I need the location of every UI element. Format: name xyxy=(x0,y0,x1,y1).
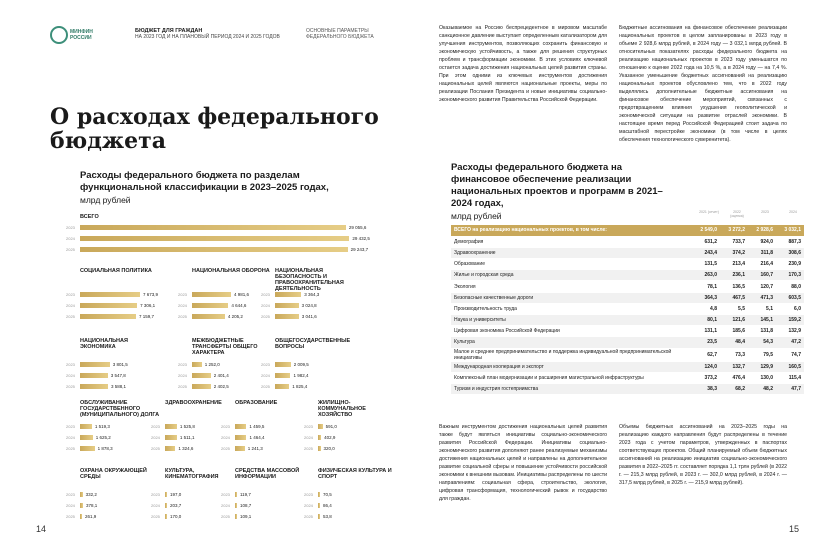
bar-value xyxy=(192,362,202,367)
row-label: Международная кооперация и экспорт xyxy=(451,361,692,372)
value-label: 29 055,6 xyxy=(348,225,367,230)
cell-value: 38,3 xyxy=(692,383,720,394)
value-label: 70,5 xyxy=(323,492,332,497)
table-row xyxy=(451,372,804,383)
year-label: 2024 xyxy=(151,435,160,440)
bar-value xyxy=(275,292,301,297)
bar-value xyxy=(192,292,231,297)
value-label: 4 981,6 xyxy=(233,292,249,297)
bar-value xyxy=(275,373,290,378)
table-row xyxy=(451,315,804,326)
cell-value: 733,7 xyxy=(720,236,748,247)
cell-value: 185,6 xyxy=(720,326,748,337)
value-label: 2 402,5 xyxy=(213,384,229,389)
value-label: 53,8 xyxy=(323,514,332,519)
value-label: 7 159,7 xyxy=(138,314,154,319)
value-label: 119,7 xyxy=(240,492,251,497)
chart-unit: млрд рублей xyxy=(80,195,131,205)
bar-value xyxy=(80,303,137,308)
row-label: Малое и среднее предпринимательство и поддержка индивидуальной предпринимательской инициативы xyxy=(451,348,692,361)
bar-value xyxy=(165,492,167,497)
row-label: Комплексный план модернизации и расширения магистральной инфраструктуры xyxy=(451,372,692,383)
value-label: 86,4 xyxy=(323,503,332,508)
value-label: 1 511,1 xyxy=(179,435,195,440)
year-label: 2025 xyxy=(221,514,230,519)
bar-value xyxy=(80,384,108,389)
value-label: 378,1 xyxy=(85,503,98,508)
bar-value xyxy=(80,373,108,378)
logo-text: МИНФИН РОССИИ xyxy=(70,29,93,41)
year-label: 2024 xyxy=(304,435,313,440)
page-number-right: 15 xyxy=(789,524,800,534)
value-label: 1 324,6 xyxy=(178,446,194,451)
year-label: 2024 xyxy=(221,503,230,508)
year-label: 2024 xyxy=(261,373,270,378)
cell-value: 131,1 xyxy=(692,326,720,337)
bar-value xyxy=(80,503,83,508)
bar-value xyxy=(80,424,92,429)
page-number-left: 14 xyxy=(36,524,47,534)
row-label: Экология xyxy=(451,281,692,292)
year-label: 2023 xyxy=(261,292,270,297)
emblem-icon xyxy=(50,26,68,44)
group-label: НАЦИОНАЛЬНАЯ ЭКОНОМИКА xyxy=(80,338,128,350)
table-row xyxy=(451,270,804,281)
value-label: 7 306,1 xyxy=(140,303,156,308)
cell-value: 130,0 xyxy=(748,372,776,383)
year-label: 2025 xyxy=(151,446,160,451)
year-label: 2025 xyxy=(178,384,187,389)
cell-value: 131,5 xyxy=(692,259,720,270)
value-label: 197,0 xyxy=(170,492,182,497)
table-title xyxy=(451,162,681,223)
year-label: 2023 xyxy=(151,424,160,429)
value-label: 1 241,3 xyxy=(247,446,263,451)
value-label: 3 364,3 xyxy=(304,292,320,297)
cell-value: 230,9 xyxy=(776,259,804,270)
table-row xyxy=(451,348,804,361)
bar-value xyxy=(235,514,237,519)
table-column-header: 2024 xyxy=(789,210,797,214)
cell-value: 263,0 xyxy=(692,270,720,281)
year-label: 2024 xyxy=(66,303,75,308)
group-label: ОБЩЕГОСУДАРСТВЕННЫЕ ВОПРОСЫ xyxy=(275,338,351,350)
bar-value xyxy=(275,303,299,308)
header-title xyxy=(135,28,295,40)
value-label: 108,7 xyxy=(240,503,252,508)
cell-value: 364,3 xyxy=(692,292,720,303)
value-label: 332,2 xyxy=(85,492,97,497)
year-label: 2025 xyxy=(66,314,75,319)
group-label: ЖИЛИЩНО-КОММУНАЛЬНОЕ ХОЗЯЙСТВО xyxy=(318,400,366,418)
value-label: 7 673,9 xyxy=(143,292,159,297)
group-label: СОЦИАЛЬНАЯ ПОЛИТИКА xyxy=(80,268,152,274)
bar-value xyxy=(80,492,83,497)
year-label: 2025 xyxy=(66,514,75,519)
cell-value: 79,5 xyxy=(748,348,776,361)
bar-value xyxy=(318,446,321,451)
table-row-total xyxy=(451,225,804,236)
year-label: 2025 xyxy=(178,314,187,319)
value-label: 3 547,8 xyxy=(110,373,126,378)
bar-value xyxy=(235,446,245,451)
group-label: МЕЖБЮДЖЕТНЫЕ ТРАНСФЕРТЫ ОБЩЕГО ХАРАКТЕРА xyxy=(192,338,258,356)
cell-value: 471,3 xyxy=(748,292,776,303)
year-label: 2023 xyxy=(151,492,160,497)
year-label: 2025 xyxy=(66,446,75,451)
cell-value: 3 272,2 xyxy=(720,225,748,236)
row-label: Демография xyxy=(451,236,692,247)
cell-value: 136,5 xyxy=(720,281,748,292)
group-label: ОБСЛУЖИВАНИЕ ГОСУДАРСТВЕННОГО (МУНИЦИПАЛЬНОГО) ДОЛГА xyxy=(80,400,160,418)
paragraph-volumes: Объемы бюджетных ассигнований на 2023–2025 годы на реализацию каждого направления будут распределены в течение 2023 года с учетом параметров, утвержденных в паспортах соответствующих проектов. Общий планируемый объем бюджетных ассигнований на реализацию инициатив социально-экономического развития в 2022–2025 гг. составляет порядка 1,1 трлн рублей (в 2022 г. — 215,3 млрд рублей, в 2023 г. — 302,0 млрд рублей, в 2024 г. — 317,5 млрд рублей, в 2025 г. — 215,9 млрд рублей). xyxy=(619,424,787,486)
value-label: 1 525,8 xyxy=(179,424,195,429)
cell-value: 47,2 xyxy=(776,337,804,348)
bar-total xyxy=(80,225,346,230)
cell-value: 311,8 xyxy=(748,247,776,258)
table-row xyxy=(451,326,804,337)
value-label: 591,0 xyxy=(325,424,337,429)
year-label: 2023 xyxy=(261,362,270,367)
paragraph-initiatives: Важным инструментом достижения национальных целей развития также будут являться инициативы социально-экономического развития Российской Федерации. Инициативы социально-экономического развития дополняют ранее реализуемые механизмы достижения национальных целей и направлены на дополнительное развитие социальной сферы и повышение устойчивости российской экономики к внешним вызовам. Инициативы распределены по шести направлениям: социальная сфера, строительство, экология, цифровая трансформация, технологический рывок и государство для граждан. xyxy=(439,424,607,502)
table-column-header: 2023 xyxy=(761,210,769,214)
bar-value xyxy=(80,362,110,367)
cell-value: 73,3 xyxy=(720,348,748,361)
table-row xyxy=(451,281,804,292)
year-label: 2025 xyxy=(304,514,313,519)
table-row xyxy=(451,247,804,258)
value-label: 4 205,2 xyxy=(227,314,243,319)
row-label: Культура xyxy=(451,337,692,348)
cell-value: 5,1 xyxy=(748,303,776,314)
group-label: ОБРАЗОВАНИЕ xyxy=(235,400,278,406)
value-label: 1 519,3 xyxy=(94,424,110,429)
value-label: 320,0 xyxy=(323,446,335,451)
bar-value xyxy=(235,503,237,508)
group-label: СРЕДСТВА МАССОВОЙ ИНФОРМАЦИИ xyxy=(235,468,300,480)
value-label: 3 041,6 xyxy=(301,314,317,319)
value-label: 1 878,3 xyxy=(97,446,113,451)
cell-value: 4,8 xyxy=(692,303,720,314)
bar-total xyxy=(80,236,349,241)
cell-value: 2 928,6 xyxy=(748,225,776,236)
row-label: Безопасные качественные дороги xyxy=(451,292,692,303)
bar-value xyxy=(80,446,95,451)
row-label: ВСЕГО на реализацию национальных проектов, в том числе: xyxy=(451,225,692,236)
chart-title-text: Расходы федерального бюджета по разделам функциональной классификации в 2023–2025 годах, xyxy=(80,170,329,193)
cell-value: 80,1 xyxy=(692,315,720,326)
value-label: 1 464,4 xyxy=(249,435,265,440)
table-row xyxy=(451,259,804,270)
cell-value: 68,2 xyxy=(720,383,748,394)
cell-value: 23,5 xyxy=(692,337,720,348)
bar-value xyxy=(275,384,289,389)
table-title-text: Расходы федерального бюджета на финансовое обеспечение реализации национальных проектов и программ в 2021–2024 годах, xyxy=(451,162,663,209)
bar-value xyxy=(318,424,323,429)
year-label: 2023 xyxy=(66,492,75,497)
year-label: 2025 xyxy=(261,384,270,389)
year-label: 2023 xyxy=(304,492,313,497)
bar-value xyxy=(80,292,140,297)
cell-value: 924,0 xyxy=(748,236,776,247)
bar-value xyxy=(165,424,177,429)
group-label: НАЦИОНАЛЬНАЯ ОБОРОНА xyxy=(192,268,270,274)
cell-value: 603,5 xyxy=(776,292,804,303)
cell-value: 129,9 xyxy=(748,361,776,372)
year-label: 2025 xyxy=(261,314,270,319)
bar-value xyxy=(235,435,246,440)
value-label: 29 432,5 xyxy=(352,236,370,241)
cell-value: 631,2 xyxy=(692,236,720,247)
value-label: 3 801,5 xyxy=(112,362,128,367)
bar-total xyxy=(80,247,348,252)
cell-value: 887,3 xyxy=(776,236,804,247)
bar-value xyxy=(235,492,237,497)
year-label: 2024 xyxy=(66,373,75,378)
cell-value: 62,7 xyxy=(692,348,720,361)
bar-value xyxy=(80,314,136,319)
row-label: Жилье и городская среда xyxy=(451,270,692,281)
year-label: 2024 xyxy=(66,236,75,241)
table-row xyxy=(451,383,804,394)
year-label: 2024 xyxy=(178,303,187,308)
row-label: Туризм и индустрия гостеприимства xyxy=(451,383,692,394)
bar-value xyxy=(165,514,167,519)
bar-value xyxy=(165,446,175,451)
year-label: 2023 xyxy=(221,492,230,497)
value-label: 1 252,0 xyxy=(204,362,220,367)
cell-value: 373,2 xyxy=(692,372,720,383)
bar-value xyxy=(192,373,211,378)
year-label: 2023 xyxy=(66,225,75,230)
bar-value xyxy=(165,435,177,440)
bar-value xyxy=(192,384,211,389)
cell-value: 476,4 xyxy=(720,372,748,383)
row-label: Здравоохранение xyxy=(451,247,692,258)
cell-value: 213,4 xyxy=(720,259,748,270)
table-unit: млрд рублей xyxy=(451,211,502,221)
table-row xyxy=(451,292,804,303)
bar-value xyxy=(192,303,228,308)
year-label: 2025 xyxy=(304,446,313,451)
bar-value xyxy=(318,503,320,508)
cell-value: 2 549,0 xyxy=(692,225,720,236)
value-label: 3 024,8 xyxy=(301,303,317,308)
table-column-header: 2022 (оценка) xyxy=(730,210,744,218)
bar-value xyxy=(318,435,321,440)
year-label: 2025 xyxy=(151,514,160,519)
cell-value: 159,2 xyxy=(776,315,804,326)
bar-value xyxy=(275,362,291,367)
bar-value xyxy=(318,492,320,497)
row-label: Наука и университеты xyxy=(451,315,692,326)
right-page xyxy=(417,0,834,555)
cell-value: 374,2 xyxy=(720,247,748,258)
cell-value: 131,8 xyxy=(748,326,776,337)
row-label: Образование xyxy=(451,259,692,270)
cell-value: 132,7 xyxy=(720,361,748,372)
value-label: 29 243,7 xyxy=(350,247,369,252)
cell-value: 132,9 xyxy=(776,326,804,337)
value-label: 1 625,2 xyxy=(95,435,111,440)
cell-value: 170,3 xyxy=(776,270,804,281)
group-label-total: ВСЕГО xyxy=(80,214,99,220)
group-label: ФИЗИЧЕСКАЯ КУЛЬТУРА И СПОРТ xyxy=(318,468,392,480)
cell-value: 467,5 xyxy=(720,292,748,303)
year-label: 2023 xyxy=(178,292,187,297)
paragraph-natprojects: Бюджетные ассигнования на финансовое обеспечение реализации национальных проектов в целом запланированы в 2023 году в объеме 2 928,6 млрд рублей, в 2024 году — 3 032,1 млрд рублей. В относительных показателях расходы федерального бюджета на реализацию национальных проектов в 2023 году уменьшатся по отношению к оценке 2022 года на 10,5 %, а в 2024 году — на 7,4 %. Указанное уменьшение бюджетных ассигнований на реализацию национальных проектов обусловлено тем, что в 2022 году выделялись дополнительные бюджетные ассигнования на финансовое обеспечение мероприятий, связанных с предотвращением влияния ухудшения геополитической и экономической ситуации на развитие отраслей экономики. В настоящее время перед Российской Федерацией стоит задача по масштабной перестройке экономики (в том числе в целях обеспечения технологического суверенитета). xyxy=(619,25,787,143)
value-label: 3 588,1 xyxy=(111,384,127,389)
cell-value: 243,4 xyxy=(692,247,720,258)
year-label: 2023 xyxy=(66,292,75,297)
year-label: 2023 xyxy=(66,424,75,429)
value-label: 2 009,5 xyxy=(293,362,309,367)
cell-value: 74,7 xyxy=(776,348,804,361)
bar-value xyxy=(192,314,225,319)
cell-value: 48,2 xyxy=(748,383,776,394)
chart-title xyxy=(80,170,360,207)
group-label: НАЦИОНАЛЬНАЯ БЕЗОПАСНОСТЬ И ПРАВООХРАНИТЕЛЬНАЯ ДЕЯТЕЛЬНОСТЬ xyxy=(275,268,344,292)
bar-value xyxy=(318,514,320,519)
header-section: ОСНОВНЫЕ ПАРАМЕТРЫ ФЕДЕРАЛЬНОГО БЮДЖЕТА xyxy=(306,28,374,40)
cell-value: 145,1 xyxy=(748,315,776,326)
cell-value: 236,1 xyxy=(720,270,748,281)
group-label: ЗДРАВООХРАНЕНИЕ xyxy=(165,400,222,406)
year-label: 2024 xyxy=(178,373,187,378)
bar-value xyxy=(235,424,246,429)
cell-value: 115,4 xyxy=(776,372,804,383)
cell-value: 5,5 xyxy=(720,303,748,314)
year-label: 2024 xyxy=(66,503,75,508)
value-label: 261,9 xyxy=(85,514,97,519)
bar-value xyxy=(80,514,82,519)
year-label: 2024 xyxy=(261,303,270,308)
value-label: 4 644,6 xyxy=(231,303,247,308)
cell-value: 160,5 xyxy=(776,361,804,372)
value-label: 1 459,5 xyxy=(249,424,265,429)
bar-value xyxy=(80,435,93,440)
cell-value: 78,1 xyxy=(692,281,720,292)
year-label: 2023 xyxy=(304,424,313,429)
header-title-text: БЮДЖЕТ ДЛЯ ГРАЖДАН xyxy=(135,28,203,34)
year-label: 2025 xyxy=(66,247,75,252)
year-label: 2023 xyxy=(66,362,75,367)
value-label: 1 825,4 xyxy=(292,384,308,389)
page-title: О расходах федерального бюджета xyxy=(50,104,379,154)
value-label: 1 982,4 xyxy=(293,373,309,378)
cell-value: 120,7 xyxy=(748,281,776,292)
year-label: 2023 xyxy=(178,362,187,367)
natprojects-table xyxy=(451,225,804,395)
cell-value: 160,7 xyxy=(748,270,776,281)
group-label: ОХРАНА ОКРУЖАЮЩЕЙ СРЕДЫ xyxy=(80,468,147,480)
value-label: 109,1 xyxy=(240,514,252,519)
cell-value: 54,3 xyxy=(748,337,776,348)
cell-value: 48,4 xyxy=(720,337,748,348)
row-label: Производительность труда xyxy=(451,303,692,314)
paragraph-intro: Оказываемое на Россию беспрецедентное в мировом масштабе санкционное давление выступает определенным катализатором для улучшения инструментов, позволяющих сохранить финансовую и экономическую устойчивость, а также для решения структурных проблем и трансформации экономики. В этих условиях ключевой остается задача достижения национальных целей развития страны. При этом одними из ключевых инструментов достижения национальных целей являются национальные проекты, меры по реализации Послания Президента и новые инициативы социально-экономического развития Правительства Российской Федерации. xyxy=(439,25,607,103)
value-label: 170,0 xyxy=(170,514,182,519)
table-row xyxy=(451,236,804,247)
year-label: 2025 xyxy=(66,384,75,389)
table-column-header: 2021 (отчет) xyxy=(699,210,719,214)
header-subtitle: НА 2023 ГОД И НА ПЛАНОВЫЙ ПЕРИОД 2024 И 2025 ГОДОВ xyxy=(135,34,280,40)
cell-value: 88,0 xyxy=(776,281,804,292)
cell-value: 47,7 xyxy=(776,383,804,394)
year-label: 2024 xyxy=(66,435,75,440)
cell-value: 3 032,1 xyxy=(776,225,804,236)
year-label: 2024 xyxy=(151,503,160,508)
cell-value: 121,6 xyxy=(720,315,748,326)
cell-value: 124,0 xyxy=(692,361,720,372)
year-label: 2025 xyxy=(221,446,230,451)
cell-value: 6,0 xyxy=(776,303,804,314)
bar-value xyxy=(165,503,167,508)
cell-value: 216,4 xyxy=(748,259,776,270)
year-label: 2023 xyxy=(221,424,230,429)
year-label: 2024 xyxy=(221,435,230,440)
row-label: Цифровая экономика Российской Федерации xyxy=(451,326,692,337)
bar-value xyxy=(275,314,299,319)
table-row xyxy=(451,337,804,348)
cell-value: 308,6 xyxy=(776,247,804,258)
value-label: 203,7 xyxy=(170,503,182,508)
group-label: КУЛЬТУРА, КИНЕМАТОГРАФИЯ xyxy=(165,468,219,480)
year-label: 2024 xyxy=(304,503,313,508)
table-row xyxy=(451,361,804,372)
table-row xyxy=(451,303,804,314)
value-label: 402,9 xyxy=(324,435,336,440)
value-label: 2 401,4 xyxy=(213,373,229,378)
